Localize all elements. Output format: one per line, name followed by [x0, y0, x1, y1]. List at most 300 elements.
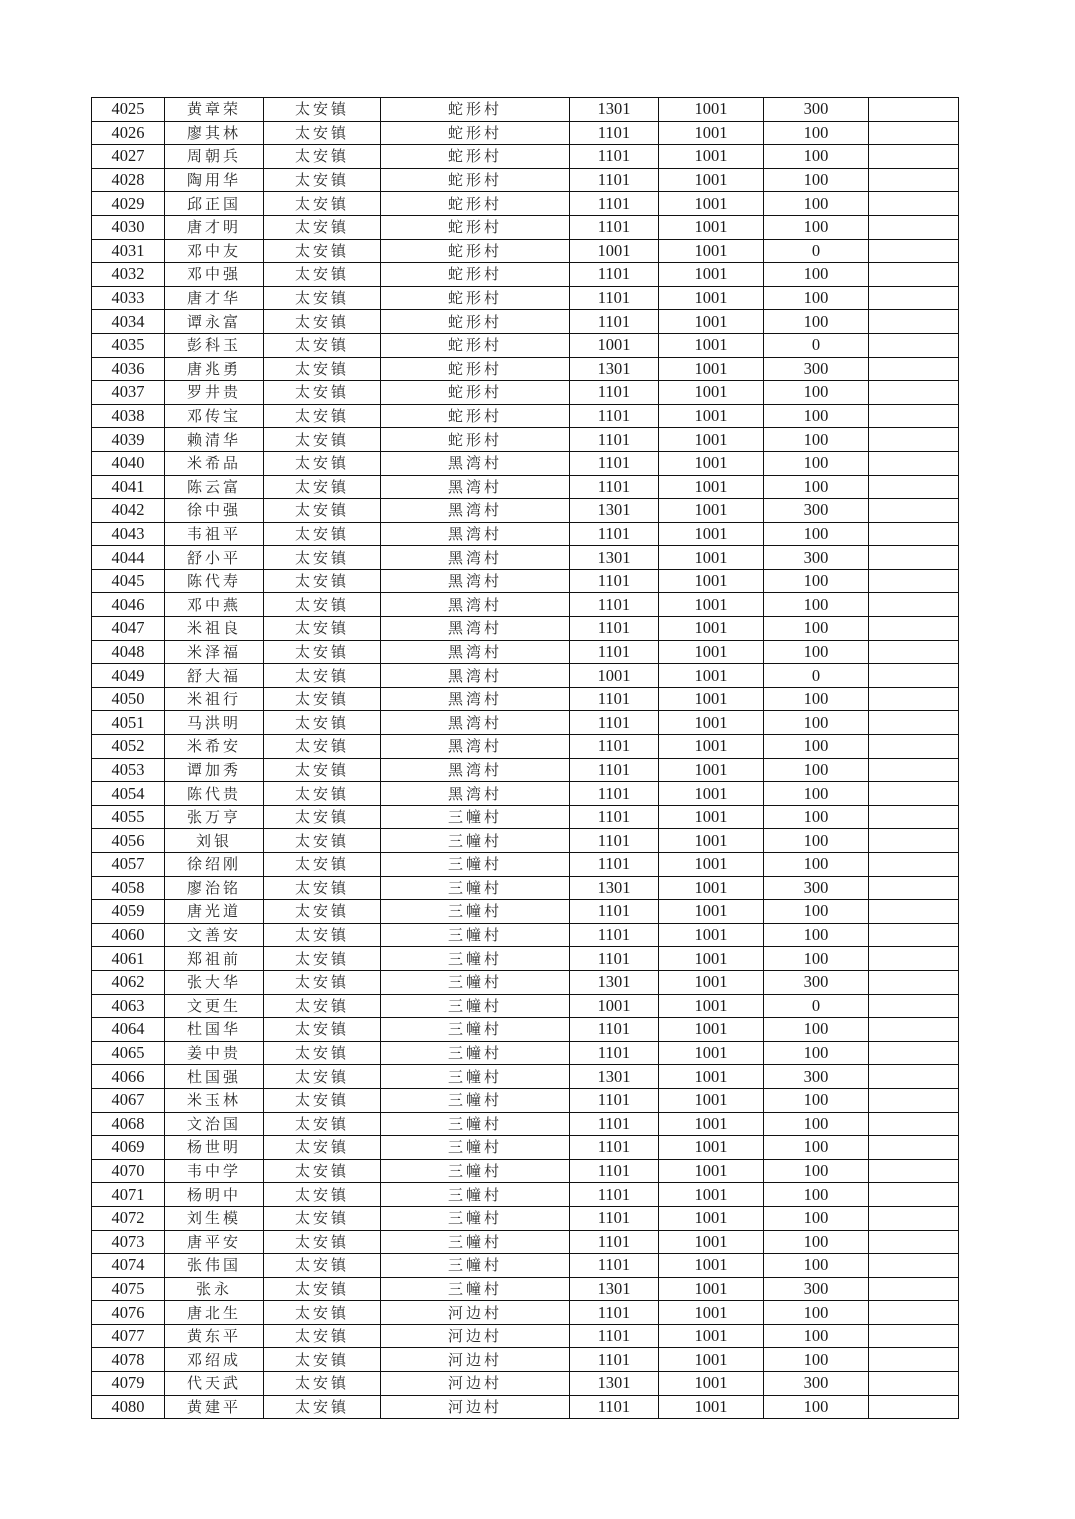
cell-town: 太安镇	[264, 546, 381, 570]
cell-town: 太安镇	[264, 145, 381, 169]
table-row	[92, 286, 959, 310]
cell-code-b: 1001	[659, 428, 764, 452]
cell-amount: 100	[764, 687, 869, 711]
cell-note	[869, 805, 959, 829]
cell-code-a: 1301	[570, 1372, 659, 1396]
cell-note	[869, 98, 959, 122]
cell-village: 蛇形村	[381, 215, 570, 239]
cell-id: 4031	[92, 239, 165, 263]
table-row	[92, 876, 959, 900]
cell-name: 张万亨	[165, 805, 264, 829]
cell-note	[869, 735, 959, 759]
cell-code-a: 1301	[570, 546, 659, 570]
cell-note	[869, 357, 959, 381]
table-row	[92, 758, 959, 782]
cell-amount: 100	[764, 168, 869, 192]
cell-amount: 100	[764, 192, 869, 216]
cell-name: 谭加秀	[165, 758, 264, 782]
cell-note	[869, 451, 959, 475]
cell-code-b: 1001	[659, 121, 764, 145]
cell-village: 三幢村	[381, 1254, 570, 1278]
cell-code-b: 1001	[659, 145, 764, 169]
cell-code-a: 1101	[570, 1230, 659, 1254]
cell-name: 杨明中	[165, 1183, 264, 1207]
cell-village: 河边村	[381, 1395, 570, 1419]
document-page	[91, 97, 959, 1419]
cell-name: 廖治铭	[165, 876, 264, 900]
table-row	[92, 333, 959, 357]
cell-code-b: 1001	[659, 310, 764, 334]
cell-amount: 300	[764, 1372, 869, 1396]
cell-code-a: 1101	[570, 1206, 659, 1230]
cell-name: 米希品	[165, 451, 264, 475]
cell-town: 太安镇	[264, 1159, 381, 1183]
cell-name: 黄章荣	[165, 98, 264, 122]
cell-code-b: 1001	[659, 805, 764, 829]
cell-note	[869, 687, 959, 711]
cell-village: 蛇形村	[381, 263, 570, 287]
cell-name: 米希安	[165, 735, 264, 759]
cell-code-a: 1101	[570, 1041, 659, 1065]
cell-amount: 100	[764, 900, 869, 924]
cell-note	[869, 1324, 959, 1348]
table-row	[92, 1136, 959, 1160]
cell-code-b: 1001	[659, 829, 764, 853]
cell-note	[869, 1301, 959, 1325]
table-row	[92, 1301, 959, 1325]
cell-amount: 300	[764, 98, 869, 122]
table-row	[92, 1159, 959, 1183]
table-row	[92, 994, 959, 1018]
cell-village: 蛇形村	[381, 428, 570, 452]
cell-code-a: 1101	[570, 1136, 659, 1160]
table-row	[92, 1372, 959, 1396]
cell-code-b: 1001	[659, 593, 764, 617]
cell-amount: 100	[764, 215, 869, 239]
cell-name: 唐北生	[165, 1301, 264, 1325]
cell-name: 文治国	[165, 1112, 264, 1136]
cell-town: 太安镇	[264, 617, 381, 641]
cell-village: 黑湾村	[381, 569, 570, 593]
cell-note	[869, 853, 959, 877]
cell-name: 韦中学	[165, 1159, 264, 1183]
cell-village: 黑湾村	[381, 640, 570, 664]
cell-code-a: 1101	[570, 923, 659, 947]
cell-code-a: 1101	[570, 1159, 659, 1183]
cell-village: 三幢村	[381, 1065, 570, 1089]
cell-village: 三幢村	[381, 1277, 570, 1301]
cell-code-b: 1001	[659, 782, 764, 806]
cell-village: 三幢村	[381, 1183, 570, 1207]
cell-name: 舒大福	[165, 664, 264, 688]
cell-note	[869, 1041, 959, 1065]
cell-town: 太安镇	[264, 1088, 381, 1112]
cell-note	[869, 239, 959, 263]
cell-note	[869, 711, 959, 735]
cell-note	[869, 192, 959, 216]
cell-town: 太安镇	[264, 1136, 381, 1160]
cell-code-a: 1101	[570, 121, 659, 145]
cell-name: 米玉林	[165, 1088, 264, 1112]
cell-town: 太安镇	[264, 1183, 381, 1207]
cell-id: 4040	[92, 451, 165, 475]
cell-village: 黑湾村	[381, 735, 570, 759]
table-row	[92, 805, 959, 829]
cell-name: 杨世明	[165, 1136, 264, 1160]
cell-code-a: 1101	[570, 168, 659, 192]
cell-id: 4068	[92, 1112, 165, 1136]
cell-note	[869, 263, 959, 287]
table-row	[92, 687, 959, 711]
cell-code-b: 1001	[659, 546, 764, 570]
cell-code-a: 1001	[570, 333, 659, 357]
cell-code-b: 1001	[659, 994, 764, 1018]
cell-code-a: 1101	[570, 1324, 659, 1348]
cell-name: 陈代寿	[165, 569, 264, 593]
cell-code-b: 1001	[659, 1277, 764, 1301]
cell-code-b: 1001	[659, 168, 764, 192]
cell-amount: 300	[764, 876, 869, 900]
cell-note	[869, 617, 959, 641]
table-row	[92, 711, 959, 735]
cell-name: 黄东平	[165, 1324, 264, 1348]
cell-note	[869, 1372, 959, 1396]
cell-name: 韦祖平	[165, 522, 264, 546]
cell-town: 太安镇	[264, 853, 381, 877]
cell-code-a: 1001	[570, 994, 659, 1018]
cell-id: 4028	[92, 168, 165, 192]
cell-id: 4051	[92, 711, 165, 735]
cell-id: 4054	[92, 782, 165, 806]
cell-name: 文善安	[165, 923, 264, 947]
cell-code-a: 1301	[570, 499, 659, 523]
cell-village: 黑湾村	[381, 711, 570, 735]
cell-village: 河边村	[381, 1324, 570, 1348]
cell-note	[869, 1277, 959, 1301]
cell-note	[869, 1348, 959, 1372]
roster-table	[91, 97, 959, 1419]
cell-code-a: 1101	[570, 263, 659, 287]
cell-town: 太安镇	[264, 970, 381, 994]
cell-note	[869, 381, 959, 405]
cell-amount: 100	[764, 121, 869, 145]
cell-code-b: 1001	[659, 98, 764, 122]
cell-amount: 100	[764, 1018, 869, 1042]
cell-amount: 100	[764, 640, 869, 664]
cell-code-a: 1101	[570, 687, 659, 711]
cell-town: 太安镇	[264, 404, 381, 428]
cell-name: 彭科玉	[165, 333, 264, 357]
cell-note	[869, 640, 959, 664]
cell-code-b: 1001	[659, 711, 764, 735]
cell-name: 唐光道	[165, 900, 264, 924]
cell-town: 太安镇	[264, 1348, 381, 1372]
cell-code-a: 1101	[570, 853, 659, 877]
table-row	[92, 970, 959, 994]
cell-code-b: 1001	[659, 1348, 764, 1372]
cell-code-b: 1001	[659, 475, 764, 499]
cell-town: 太安镇	[264, 664, 381, 688]
table-row	[92, 428, 959, 452]
cell-town: 太安镇	[264, 593, 381, 617]
cell-code-b: 1001	[659, 215, 764, 239]
cell-town: 太安镇	[264, 994, 381, 1018]
cell-village: 黑湾村	[381, 475, 570, 499]
cell-code-b: 1001	[659, 286, 764, 310]
cell-amount: 100	[764, 711, 869, 735]
table-row	[92, 1112, 959, 1136]
cell-note	[869, 758, 959, 782]
cell-amount: 0	[764, 994, 869, 1018]
cell-note	[869, 1254, 959, 1278]
cell-name: 徐绍刚	[165, 853, 264, 877]
cell-code-a: 1301	[570, 1065, 659, 1089]
cell-village: 蛇形村	[381, 310, 570, 334]
table-row	[92, 829, 959, 853]
cell-town: 太安镇	[264, 1395, 381, 1419]
table-row	[92, 451, 959, 475]
cell-id: 4039	[92, 428, 165, 452]
cell-code-a: 1101	[570, 145, 659, 169]
cell-village: 蛇形村	[381, 121, 570, 145]
cell-amount: 100	[764, 1324, 869, 1348]
cell-note	[869, 970, 959, 994]
cell-note	[869, 1065, 959, 1089]
cell-code-b: 1001	[659, 664, 764, 688]
cell-id: 4056	[92, 829, 165, 853]
cell-note	[869, 1159, 959, 1183]
table-row	[92, 475, 959, 499]
cell-code-a: 1101	[570, 711, 659, 735]
cell-code-b: 1001	[659, 1372, 764, 1396]
cell-amount: 0	[764, 333, 869, 357]
cell-name: 张大华	[165, 970, 264, 994]
cell-id: 4046	[92, 593, 165, 617]
cell-code-a: 1101	[570, 381, 659, 405]
cell-town: 太安镇	[264, 1041, 381, 1065]
cell-village: 黑湾村	[381, 617, 570, 641]
cell-code-a: 1101	[570, 428, 659, 452]
cell-note	[869, 664, 959, 688]
cell-code-a: 1301	[570, 357, 659, 381]
cell-code-a: 1101	[570, 617, 659, 641]
cell-amount: 100	[764, 145, 869, 169]
cell-note	[869, 876, 959, 900]
table-row	[92, 947, 959, 971]
cell-name: 米祖良	[165, 617, 264, 641]
cell-id: 4072	[92, 1206, 165, 1230]
cell-id: 4058	[92, 876, 165, 900]
cell-code-b: 1001	[659, 1301, 764, 1325]
cell-town: 太安镇	[264, 239, 381, 263]
cell-code-b: 1001	[659, 1206, 764, 1230]
cell-note	[869, 522, 959, 546]
cell-town: 太安镇	[264, 735, 381, 759]
cell-village: 黑湾村	[381, 687, 570, 711]
cell-village: 三幢村	[381, 829, 570, 853]
cell-code-a: 1101	[570, 1088, 659, 1112]
cell-town: 太安镇	[264, 499, 381, 523]
cell-name: 唐兆勇	[165, 357, 264, 381]
cell-village: 三幢村	[381, 1018, 570, 1042]
cell-code-b: 1001	[659, 900, 764, 924]
cell-name: 郑祖前	[165, 947, 264, 971]
cell-town: 太安镇	[264, 947, 381, 971]
table-row	[92, 215, 959, 239]
cell-id: 4037	[92, 381, 165, 405]
cell-village: 蛇形村	[381, 381, 570, 405]
cell-id: 4043	[92, 522, 165, 546]
cell-name: 唐才明	[165, 215, 264, 239]
cell-village: 三幢村	[381, 1041, 570, 1065]
cell-id: 4034	[92, 310, 165, 334]
cell-town: 太安镇	[264, 829, 381, 853]
cell-id: 4065	[92, 1041, 165, 1065]
cell-id: 4076	[92, 1301, 165, 1325]
cell-name: 陈云富	[165, 475, 264, 499]
cell-code-a: 1101	[570, 522, 659, 546]
table-row	[92, 310, 959, 334]
cell-code-a: 1101	[570, 900, 659, 924]
cell-code-a: 1101	[570, 782, 659, 806]
cell-code-a: 1301	[570, 876, 659, 900]
cell-amount: 100	[764, 569, 869, 593]
cell-code-a: 1101	[570, 805, 659, 829]
cell-id: 4038	[92, 404, 165, 428]
cell-name: 邓中友	[165, 239, 264, 263]
cell-town: 太安镇	[264, 98, 381, 122]
cell-town: 太安镇	[264, 923, 381, 947]
cell-note	[869, 404, 959, 428]
cell-code-b: 1001	[659, 1018, 764, 1042]
cell-id: 4041	[92, 475, 165, 499]
cell-code-a: 1101	[570, 404, 659, 428]
cell-code-b: 1001	[659, 640, 764, 664]
cell-village: 蛇形村	[381, 286, 570, 310]
cell-village: 黑湾村	[381, 664, 570, 688]
cell-village: 三幢村	[381, 900, 570, 924]
table-row	[92, 1065, 959, 1089]
cell-note	[869, 593, 959, 617]
cell-note	[869, 215, 959, 239]
cell-code-b: 1001	[659, 499, 764, 523]
cell-id: 4052	[92, 735, 165, 759]
table-row	[92, 1254, 959, 1278]
cell-note	[869, 1112, 959, 1136]
cell-village: 三幢村	[381, 1088, 570, 1112]
cell-amount: 100	[764, 522, 869, 546]
cell-code-b: 1001	[659, 192, 764, 216]
cell-code-b: 1001	[659, 947, 764, 971]
cell-note	[869, 1136, 959, 1160]
cell-amount: 100	[764, 1348, 869, 1372]
cell-code-b: 1001	[659, 569, 764, 593]
table-row	[92, 1230, 959, 1254]
cell-village: 蛇形村	[381, 357, 570, 381]
cell-name: 米泽福	[165, 640, 264, 664]
cell-name: 陶用华	[165, 168, 264, 192]
cell-name: 姜中贵	[165, 1041, 264, 1065]
cell-note	[869, 145, 959, 169]
table-row	[92, 145, 959, 169]
cell-town: 太安镇	[264, 1230, 381, 1254]
cell-name: 徐中强	[165, 499, 264, 523]
table-row	[92, 1088, 959, 1112]
cell-code-b: 1001	[659, 357, 764, 381]
cell-name: 黄建平	[165, 1395, 264, 1419]
cell-village: 蛇形村	[381, 145, 570, 169]
cell-code-b: 1001	[659, 1041, 764, 1065]
cell-code-a: 1301	[570, 1277, 659, 1301]
cell-town: 太安镇	[264, 192, 381, 216]
cell-amount: 300	[764, 546, 869, 570]
cell-note	[869, 1206, 959, 1230]
cell-village: 蛇形村	[381, 333, 570, 357]
cell-code-a: 1101	[570, 1301, 659, 1325]
cell-code-b: 1001	[659, 970, 764, 994]
cell-code-a: 1101	[570, 286, 659, 310]
cell-amount: 100	[764, 853, 869, 877]
cell-note	[869, 900, 959, 924]
cell-name: 代天武	[165, 1372, 264, 1396]
cell-town: 太安镇	[264, 357, 381, 381]
cell-id: 4078	[92, 1348, 165, 1372]
cell-name: 周朝兵	[165, 145, 264, 169]
cell-id: 4061	[92, 947, 165, 971]
cell-id: 4026	[92, 121, 165, 145]
cell-town: 太安镇	[264, 428, 381, 452]
cell-note	[869, 569, 959, 593]
cell-town: 太安镇	[264, 333, 381, 357]
cell-code-b: 1001	[659, 1183, 764, 1207]
table-row	[92, 239, 959, 263]
cell-amount: 100	[764, 381, 869, 405]
cell-id: 4033	[92, 286, 165, 310]
cell-note	[869, 1395, 959, 1419]
cell-code-a: 1001	[570, 664, 659, 688]
cell-name: 廖其林	[165, 121, 264, 145]
cell-name: 刘生模	[165, 1206, 264, 1230]
table-row	[92, 664, 959, 688]
table-row	[92, 168, 959, 192]
cell-amount: 300	[764, 1065, 869, 1089]
cell-id: 4057	[92, 853, 165, 877]
cell-id: 4070	[92, 1159, 165, 1183]
cell-village: 三幢村	[381, 1159, 570, 1183]
cell-village: 蛇形村	[381, 168, 570, 192]
cell-town: 太安镇	[264, 805, 381, 829]
cell-village: 蛇形村	[381, 192, 570, 216]
cell-note	[869, 829, 959, 853]
cell-town: 太安镇	[264, 522, 381, 546]
cell-amount: 300	[764, 1277, 869, 1301]
cell-amount: 100	[764, 1395, 869, 1419]
cell-note	[869, 333, 959, 357]
cell-id: 4077	[92, 1324, 165, 1348]
cell-code-b: 1001	[659, 333, 764, 357]
table-row	[92, 522, 959, 546]
cell-id: 4062	[92, 970, 165, 994]
cell-name: 张伟国	[165, 1254, 264, 1278]
cell-code-b: 1001	[659, 1230, 764, 1254]
cell-note	[869, 121, 959, 145]
cell-town: 太安镇	[264, 900, 381, 924]
cell-id: 4048	[92, 640, 165, 664]
cell-name: 唐平安	[165, 1230, 264, 1254]
cell-village: 三幢村	[381, 1206, 570, 1230]
cell-code-a: 1101	[570, 1254, 659, 1278]
cell-amount: 100	[764, 1230, 869, 1254]
